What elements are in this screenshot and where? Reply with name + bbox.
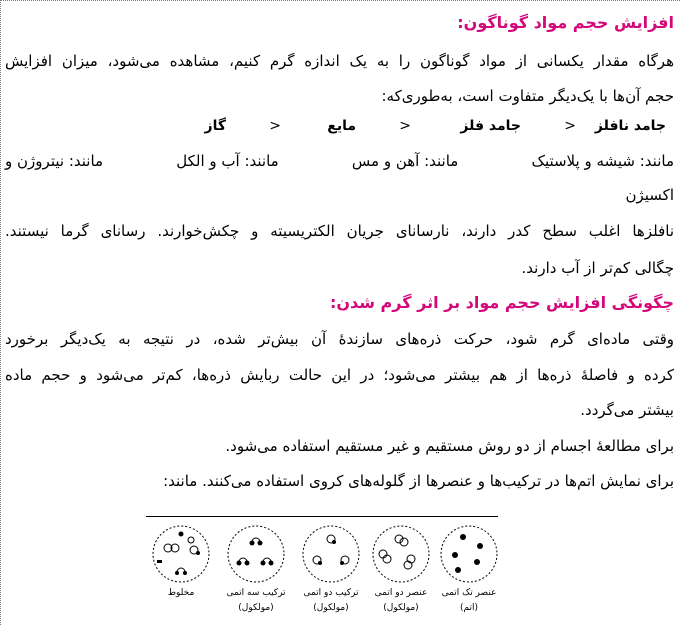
- triatomic-circle-icon: [226, 524, 286, 584]
- paragraph-line: برای نمایش اتم‌ها در ترکیب‌ها و عنصرها از گلوله‌های کروی استفاده می‌کنند. مانند:: [163, 472, 674, 490]
- order-sign: <: [269, 118, 281, 134]
- diagram-diatomic-element: [366, 524, 436, 614]
- examples-row: [5, 151, 674, 171]
- diagram-sublabel: (مولکول): [238, 603, 274, 613]
- order-item: گاز: [204, 118, 226, 134]
- diagram-label: ترکیب دو اتمی: [303, 588, 359, 598]
- paragraph-line: نافلزها اغلب سطح کدر دارند، نارسانای جریان الکتریسیته و چکش‌خوارند. رسانای گرما نیستند.: [5, 222, 674, 240]
- diagram-sublabel: (مولکول): [383, 603, 419, 613]
- diagram-monatomic-element: [434, 524, 504, 614]
- order-item: جامد فلز: [460, 118, 521, 134]
- paragraph-line: بیشتر می‌گردد.: [580, 401, 674, 419]
- diagram-sublabel: (مولکول): [313, 603, 349, 613]
- diagram-label: ترکیب سه اتمی: [226, 588, 286, 598]
- diagram-sublabel: (اتم): [459, 603, 479, 613]
- mixture-circle-icon: [151, 524, 211, 584]
- paragraph-line: اکسیژن: [625, 186, 674, 204]
- diagram-label: عنصر دو اتمی: [374, 588, 428, 598]
- paragraph-line: کرده و فاصلهٔ ذره‌ها از هم بیشتر می‌شود؛ در این حالت ربایش ذره‌ها، کم‌تر می‌شود و حجم ماده: [5, 366, 674, 384]
- heading-volume-increase: افزایش حجم مواد گوناگون:: [457, 13, 674, 32]
- diagram-triatomic-compound: [221, 524, 291, 614]
- diatomic-element-circle-icon: [371, 524, 431, 584]
- diagram-label: مخلوط: [167, 588, 195, 598]
- order-item: مایع: [327, 118, 356, 134]
- diagram-diatomic-compound: [296, 524, 366, 614]
- order-sign: <: [564, 118, 576, 134]
- paragraph-line: برای مطالعهٔ اجسام از دو روش مستقیم و غیر مستقیم استفاده می‌شود.: [225, 437, 674, 455]
- order-item: جامد نافلز: [594, 118, 666, 134]
- example: مانند: آب و الکل: [176, 152, 279, 170]
- order-sign: <: [399, 118, 411, 134]
- order-row: [5, 116, 666, 136]
- diatomic-compound-circle-icon: [301, 524, 361, 584]
- diagram-mixture: [146, 524, 216, 599]
- example: مانند: شیشه و پلاستیک: [531, 152, 674, 170]
- divider: [146, 516, 498, 517]
- example: مانند: نیتروژن و: [5, 152, 104, 170]
- paragraph-line: وقتی ماده‌ای گرم شود، حرکت ذره‌های سازندهٔ آن بیش‌تر شده، در نتیجه به یک‌دیگر برخورد: [5, 330, 674, 348]
- diagram-label: عنصر تک اتمی: [441, 588, 497, 598]
- heading-how-volume-increases: چگونگی افزایش حجم مواد بر اثر گرم شدن:: [329, 293, 674, 312]
- example: مانند: آهن و مس: [351, 152, 459, 170]
- paragraph-line: حجم آن‌ها با یک‌دیگر متفاوت است، به‌طوری‌که:: [381, 87, 674, 105]
- paragraph-line: هرگاه مقدار یکسانی از مواد گوناگون را به یک اندازه گرم کنیم، مشاهده می‌شود، میزان افزایش: [5, 52, 674, 70]
- monatomic-circle-icon: [439, 524, 499, 584]
- paragraph-line: چگالی کم‌تر از آب دارند.: [521, 259, 674, 277]
